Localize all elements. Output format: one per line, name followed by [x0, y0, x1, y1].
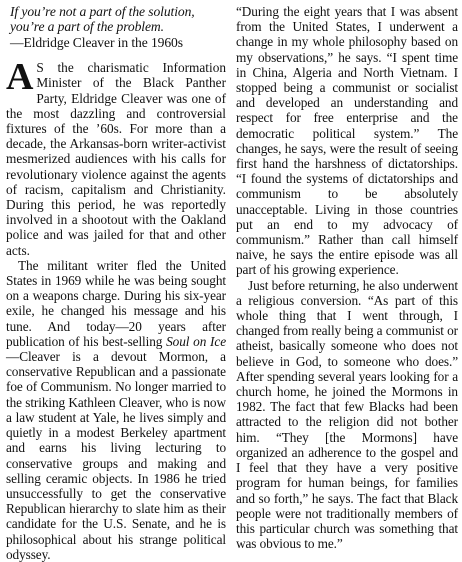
- paragraph-2-text-b: —Cleaver is a devout Mormon, a conservative Republican and a passionate foe of Communism. No longer married to the striking Kathleen Cleaver, who is now a law student at Yale, he lives simply and quietly in a modest Berkeley apartment and earns his living lecturing to conservative groups and making and selling ceramic objects. In 1986 he tried unsuccessfully to get the conservative Republican hierarchy to slate him as their candidate for the U.S. Senate, and he is philosophical about his strange political odyssey.: [6, 349, 226, 562]
- epigraph-line-1: If you’re not a part of the solution,: [10, 4, 195, 19]
- left-column: [6, 4, 226, 561]
- epigraph-attribution: —Eldridge Cleaver in the 1960s: [10, 34, 183, 50]
- right-column: [236, 4, 458, 561]
- epigraph-line-2: you’re a part of the problem.: [10, 19, 164, 35]
- epigraph-quote: [10, 4, 226, 50]
- article-paragraph-4: Just before returning, he also underwent a religious conversion. “As part of this whole thing that I went through, I changed from really being a communist or atheist, basically someone who does not believe in God, to someone who does.” After spending several years looking for a church home, he joined the Mormons in 1982. The fact that few Blacks had been attracted to the religion did not bother him. “They [the Mormons] have organized an adherence to the gospel and I feel that they have a very positive program for human beings, for families and so forth,” he says. The fact that Black people were not traditionally members of this particular church was something that was obvious to me.”: [236, 277, 458, 552]
- book-title: Soul on Ice: [166, 333, 226, 349]
- article-paragraph-2: [6, 258, 226, 562]
- paragraph-1-text: S the charismatic Information Minister of the Black Panther Party, Eldridge Cleaver was one of the most dazzling and controversial fixtures of the ’60s. For more than a decade, the Arkansas-born writer-activist mesmerized audiences with his calls for revolutionary violence against the agents of racism, capitalism and Christianity. During this period, he was reportedly involved in a shootout with the Oakland police and was jailed for that and other acts.: [6, 60, 226, 258]
- article-paragraph-3: “During the eight years that I was absent from the United States, I underwent a change in my whole philosophy based on my observations,” he says. “I spent time in China, Algeria and North Vietnam. I stopped being a communist or socialist and developed an understanding and respect for free enterprise and the democratic political system.” The changes, he says, were the result of seeing first hand the harshness of dictatorships. “I found the systems of dictatorships and communism to be absolutely unacceptable. Living in those countries put an end to my advocacy of communism.” Rather than call himself naive, he says the entire episode was all part of his growing experience.: [236, 4, 458, 278]
- drop-cap: A: [6, 56, 34, 99]
- paragraph-2-text-a: The militant writer fled the United States in 1969 while he was being sought on a weapons charge. During his six-year exile, he changed his message and his tune. And today—20 years after publication of his best-selling: [6, 257, 226, 349]
- article-paragraph-1: [6, 56, 226, 258]
